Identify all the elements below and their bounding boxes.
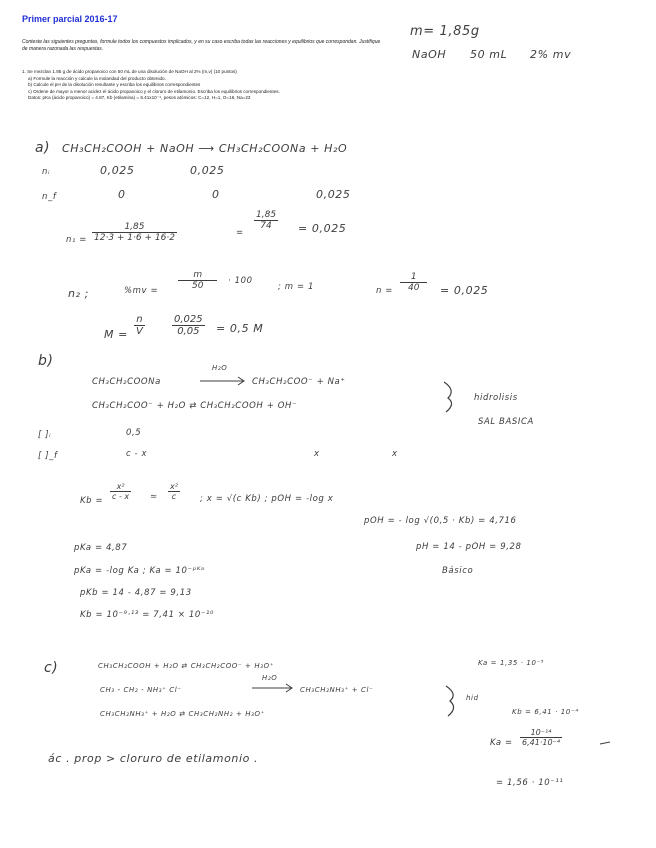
c-conclusion: ác . prop > cloruro de etilamonio . — [48, 752, 259, 765]
c-eq2-left: CH₃ - CH₂ - NH₃⁺ Cl⁻ — [100, 686, 182, 694]
b-eq1-left: CH₃CH₂COONa — [92, 377, 161, 387]
question-a: a) Formule la reacción y calcule la molaridad del producto obtenido. — [28, 75, 166, 81]
n2-n: n = — [376, 286, 394, 296]
n2-times: · 100 — [228, 276, 253, 286]
kb-value-line: Kb = 10⁻⁹·¹³ = 7,41 × 10⁻¹⁰ — [80, 610, 215, 620]
question-c: c) Ordene de mayor a menor acidez el ácido propanoico y el cloruro de etilamonio. Escriba los equilibrios correspondientes. — [28, 88, 280, 94]
note-mass: m= 1,85g — [410, 24, 480, 39]
cf-x2: x — [392, 449, 398, 459]
kb-lhs: Kb = — [80, 496, 104, 506]
n2-numerator-2: 1 — [410, 272, 417, 282]
n1-numerator-2: 1,85 — [256, 210, 277, 220]
part-a-label: a) — [35, 140, 51, 156]
c-ka2-denominator: 6,41·10⁻⁴ — [522, 738, 560, 747]
kb-denominator-2: c — [168, 491, 180, 501]
basic-note: Básico — [442, 566, 474, 576]
n1-eq: = — [236, 228, 244, 238]
cf-label: [ ]_f — [38, 451, 58, 461]
ci-value: 0,5 — [126, 428, 142, 438]
n1-denominator: 12·3 + 1·6 + 16·2 — [94, 233, 175, 243]
pka-definition: pKa = -log Ka ; Ka = 10⁻ᵖᴷᵃ — [74, 566, 205, 576]
n1-numerator: 1,85 — [124, 222, 145, 232]
kb-denominator: c - x — [112, 492, 130, 501]
molarity-numerator-2: 0,025 — [174, 314, 203, 325]
tick-mark — [600, 742, 610, 744]
c-eq3: CH₃CH₂NH₃⁺ + H₂O ⇄ CH₃CH₂NH₂ + H₃O⁺ — [100, 710, 265, 718]
molarity-numerator: n — [136, 314, 143, 325]
exam-title: Primer parcial 2016-17 — [22, 14, 118, 24]
nf-label: n_f — [42, 192, 57, 202]
c-hid-note: hid — [466, 694, 479, 702]
note-volume: 50 mL — [470, 48, 508, 61]
arrow-eq2-c — [252, 684, 292, 692]
c-ka2-numerator: 10⁻¹⁴ — [530, 728, 552, 737]
kb-numerator-2: x² — [170, 482, 178, 491]
b-eq2: CH₃CH₂COO⁻ + H₂O ⇄ CH₃CH₂COOH + OH⁻ — [92, 401, 298, 411]
molarity-lhs: M = — [104, 328, 129, 341]
poh-line: pOH = - log √(0,5 · Kb) = 4,716 — [364, 516, 517, 526]
n2-numerator: m — [193, 270, 203, 280]
molarity-denominator: V — [136, 326, 143, 337]
basic-salt-note: SAL BASICA — [478, 417, 534, 427]
ni-label: nᵢ — [42, 167, 51, 177]
molarity-result: = 0,5 M — [216, 322, 264, 335]
n2-denominator: 50 — [178, 280, 217, 291]
kb-solution: ; x = √(c Kb) ; pOH = -log x — [200, 494, 334, 504]
nf-acid: 0 — [118, 188, 126, 201]
b-eq1-right: CH₃CH₂COO⁻ + Na⁺ — [252, 377, 346, 387]
question-b: b) Calcule el pH de la disolución resultante y escriba los equilibrios correspondientes — [28, 82, 201, 87]
instructions-text: Conteste las siguientes preguntas, formule todos los compuestos implicados, y en su caso escriba todas las reacciones y equilibrios que correspondan. Justifique de manera razonada las respuestas. — [22, 39, 381, 52]
n2-denominator-2: 40 — [400, 282, 427, 293]
n2-mv: %mv = — [124, 286, 159, 296]
c-ka2-result: = 1,56 · 10⁻¹¹ — [496, 778, 564, 788]
n2-lhs: n₂ ; — [68, 287, 89, 300]
question-main: 1. Se mezclan 1.85 g de ácido propanoico con 50 mL de una disolución de NaOH al 2% (m,v) (10 puntos) — [22, 69, 237, 74]
c-eq2-over: H₂O — [262, 674, 278, 682]
ph-line: pH = 14 - pOH = 9,28 — [416, 542, 522, 552]
part-c-label: c) — [44, 660, 59, 676]
n1-denominator-2: 74 — [254, 220, 278, 231]
brace-hydrolysis — [444, 382, 452, 412]
brace-part-c — [446, 686, 454, 716]
note-percent: 2% mv — [530, 48, 572, 61]
molarity-denominator-2: 0,05 — [172, 325, 205, 337]
c-ka1: Ka = 1,35 · 10⁻⁵ — [478, 659, 545, 667]
note-naoh: NaOH — [412, 48, 447, 61]
ni-base: 0,025 — [190, 164, 225, 177]
n2-result: = 0,025 — [440, 284, 489, 297]
n2-m: ; m = 1 — [278, 282, 314, 292]
c-eq2-right: CH₃CH₂NH₃⁺ + Cl⁻ — [300, 686, 374, 694]
c-eq1: CH₃CH₂COOH + H₂O ⇄ CH₃CH₂COO⁻ + H₃O⁺ — [98, 662, 275, 670]
cf-value: c - x — [126, 449, 148, 459]
c-kb2: Kb = 6,41 · 10⁻⁴ — [512, 708, 579, 716]
part-b-label: b) — [38, 353, 54, 369]
pkb-line: pKb = 14 - 4,87 = 9,13 — [80, 588, 192, 598]
ci-label: [ ]ᵢ — [38, 430, 52, 440]
c-ka2-lhs: Ka = — [490, 738, 513, 748]
n1-lhs: n₁ = — [66, 235, 88, 245]
kb-numerator: x² — [116, 482, 125, 491]
cf-x1: x — [314, 449, 320, 459]
hydrolysis-note: hidrolisis — [474, 393, 518, 403]
nf-salt: 0,025 — [316, 188, 351, 201]
question-data: Datos: pKa (ácido propanoico) = 4.87, Kb (etilamina) = 6.41x10⁻⁴, pesos atómicos: C=12, H=1, O=16, Na=23 — [28, 95, 251, 100]
pka-value: pKa = 4,87 — [74, 543, 128, 553]
b-eq1-over: H₂O — [212, 364, 228, 372]
kb-approx: ≃ — [150, 492, 158, 502]
n1-result: = 0,025 — [298, 222, 347, 235]
arrow-eq1-b — [200, 377, 244, 385]
ni-acid: 0,025 — [100, 164, 135, 177]
nf-base: 0 — [212, 188, 220, 201]
part-a-reaction: CH₃CH₂COOH + NaOH ⟶ CH₃CH₂COONa + H₂O — [62, 142, 348, 155]
